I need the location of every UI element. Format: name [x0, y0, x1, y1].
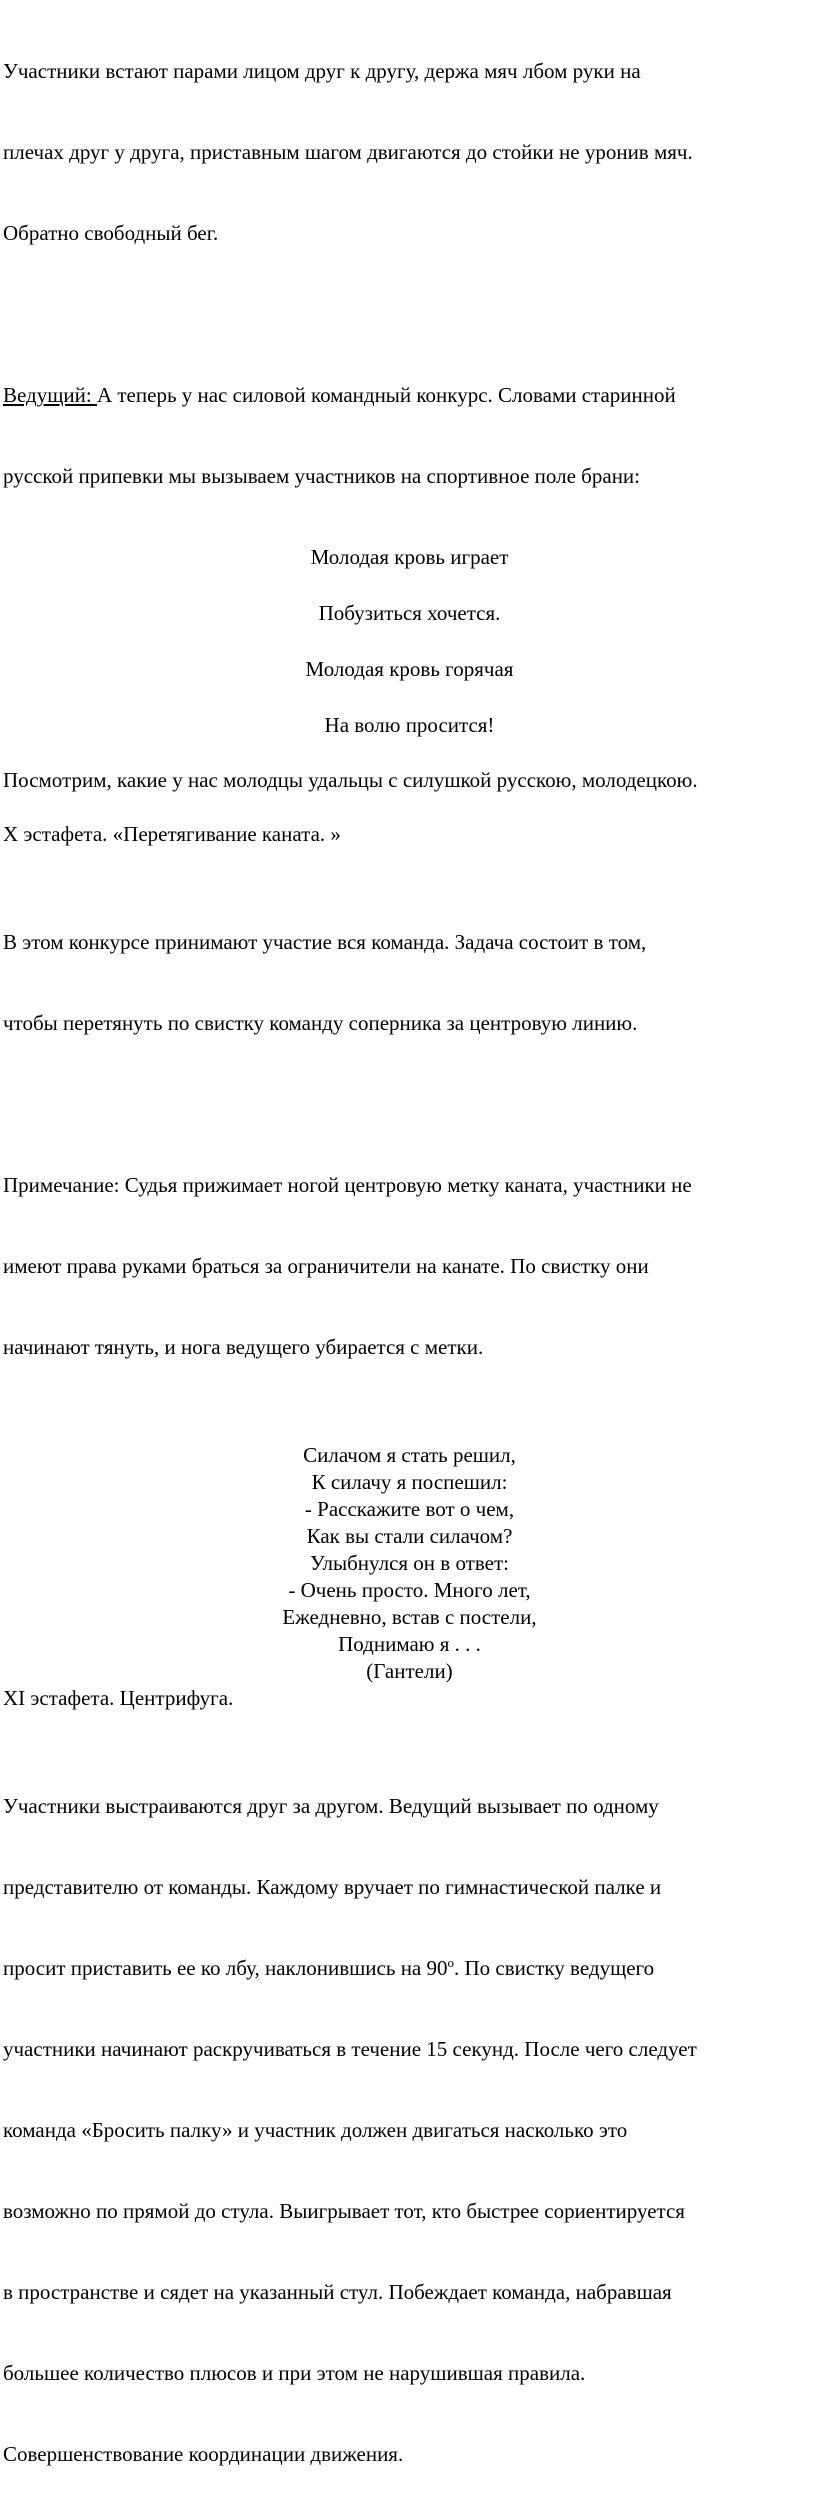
text-line: Совершенствование координации движения.	[3, 2442, 404, 2466]
host-label: Ведущий:	[3, 383, 97, 407]
paragraph-host-intro	[3, 328, 816, 544]
relay-10-description	[3, 875, 816, 1091]
verse-line: Поднимаю я . . .	[338, 1632, 481, 1656]
note-paragraph	[3, 1118, 816, 1415]
text-line: Обратно свободный бег.	[3, 221, 219, 245]
text-line: чтобы перетянуть по свистку команду соперника за центровую линию.	[3, 1011, 638, 1035]
host-text: А теперь у нас силовой командный конкурс. Словами старинной	[96, 383, 676, 407]
text-line: имеют права руками браться за ограничители на канате. По свистку они	[3, 1254, 649, 1278]
verse-line: Побузиться хочется.	[318, 601, 501, 625]
verse-line: - Расскажите вот о чем,	[304, 1497, 515, 1521]
verse-line: Силачом я стать решил,	[303, 1443, 516, 1467]
text-segment: . По свистку ведущего	[454, 1956, 655, 1980]
verse-line: Молодая кровь играет	[310, 545, 509, 569]
verse-line: На волю просится!	[324, 713, 495, 737]
relay-10-title: X эстафета. «Перетягивание каната. »	[3, 822, 341, 846]
paragraph-gap	[3, 1712, 816, 1739]
text-segment: просит приставить ее ко лбу, наклонившись на 90	[3, 1956, 448, 1980]
text-line: большее количество плюсов и при этом не нарушившая правила.	[3, 2361, 586, 2385]
relay-11-description	[3, 1739, 816, 2494]
text-line: участники начинают раскручиваться в течение 15 секунд. После чего следует	[3, 2037, 697, 2061]
paragraph-gap	[3, 1091, 816, 1118]
text-line	[3, 1955, 816, 1982]
verse-line: Ежедневно, встав с постели,	[282, 1605, 537, 1629]
text-line	[3, 382, 816, 409]
paragraph-gap	[3, 848, 816, 875]
text-line: Участники выстраиваются друг за другом. Ведущий вызывает по одному	[3, 1794, 659, 1818]
text-line: возможно по прямой до стула. Выигрывает тот, кто быстрее сориентируется	[3, 2199, 685, 2223]
text-line: Примечание: Судья прижимает ногой центровую метку каната, участники не	[3, 1173, 692, 1197]
verse-line: Молодая кровь горячая	[305, 657, 514, 681]
paragraph-gap	[3, 794, 816, 821]
paragraph-ball-exercise	[3, 4, 816, 301]
text-line: начинают тянуть, и нога ведущего убирается с метки.	[3, 1335, 484, 1359]
verse-line: (Гантели)	[366, 1659, 453, 1683]
text-line: в пространстве и сядет на указанный стул. Побеждает команда, набравшая	[3, 2280, 672, 2304]
text-line: команда «Бросить палку» и участник должен двигаться насколько это	[3, 2118, 628, 2142]
text-line: плечах друг у друга, приставным шагом двигаются до стойки не уронив мяч.	[3, 140, 693, 164]
verse-line: - Очень просто. Много лет,	[288, 1578, 531, 1602]
text-line: В этом конкурсе принимают участие вся команда. Задача состоит в том,	[3, 930, 647, 954]
verse-line: К силачу я поспешил:	[311, 1470, 508, 1494]
paragraph-look: Посмотрим, какие у нас молодцы удальцы с силушкой русскою, молодецкою.	[3, 768, 698, 792]
verse-strongman	[3, 1442, 816, 1685]
relay-11-title: XI эстафета. Центрифуга.	[3, 1686, 234, 1710]
verse-young-blood	[3, 544, 816, 739]
paragraph-gap	[3, 301, 816, 328]
text-line: Участники встают парами лицом друг к другу, держа мяч лбом руки на	[3, 59, 641, 83]
verse-line: Улыбнулся он в ответ:	[310, 1551, 509, 1575]
degree-superscript: о	[447, 1955, 454, 1970]
verse-line: Как вы стали силачом?	[306, 1524, 513, 1548]
text-line: русской припевки мы вызываем участников на спортивное поле брани:	[3, 464, 641, 488]
text-line: представителю от команды. Каждому вручает по гимнастической палке и	[3, 1875, 662, 1899]
